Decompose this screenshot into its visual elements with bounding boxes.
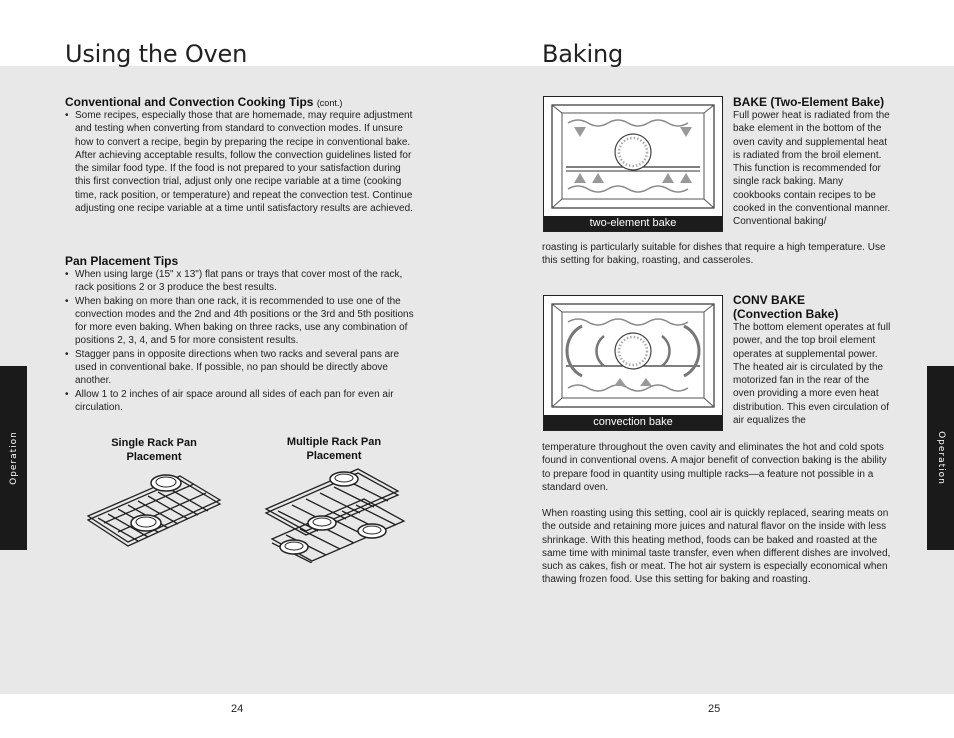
heading-line: (Convection Bake) [733, 307, 839, 321]
heading-line: CONV BAKE [733, 293, 806, 307]
page-number-left: 24 [231, 703, 244, 715]
oven-interior-illustration [544, 97, 722, 216]
section-heading-pan-placement: Pan Placement Tips [65, 254, 179, 268]
oven-interior-illustration [544, 296, 722, 415]
section-heading-cooking-tips [65, 95, 342, 109]
page-title-right: Baking [542, 40, 623, 68]
bake-side-text: Full power heat is radiated from the bake element in the bottom of the oven cavity and supplemental heat is radiated from the broil element. This function is recommended for single rack baking. Many cookbooks contain recipes to be cooked in the conventional manner. Conventional baking/ [733, 110, 891, 228]
side-tab-label: Operation [8, 431, 19, 485]
page-title-left: Using the Oven [65, 40, 248, 68]
side-tab-label: Operation [935, 431, 946, 485]
two-element-bake-label: two-element bake [544, 216, 722, 231]
multiple-rack-caption: Multiple Rack Pan Placement [286, 436, 382, 462]
conv-full-text: temperature throughout the oven cavity and eliminates the hot and cold spots found in conventional ovens. A major benefit of convection baking is the ability to prepare food in quantity using multiple racks—a feature not possible in a standard oven. [542, 442, 887, 493]
bake-heading: BAKE (Two-Element Bake) [733, 95, 885, 109]
conv-side-text: The bottom element operates at full power, and the top broil element operates at supplemental power. The heated air is circulated by the motorized fan in the rear of the oven providing a more even heat distribution. This even circulation of air equalizes the [733, 322, 891, 427]
list-item: • Some recipes, especially those that are homemade, may require adjustment and testing when converting from standard to convection modes. If unsure how to convert a recipe, begin by preparing the recipe in conventional bake. After achieving acceptable results, follow the convection guidelines listed for the similar food type. If the food is not prepared to your satisfaction during this first convection trial, adjust only one recipe variable at a time (cooking time, rack position, or temperature) and repeat the convection test. Continue adjusting one recipe variable at a time until satisfactory results are achieved. [65, 109, 415, 215]
page-number-right: 25 [708, 703, 721, 715]
conv-roasting-text: When roasting using this setting, cool air is quickly replaced, searing meats on the outside and retaining more juices and natural flavor on the inside with less shrinkage. With this heating method, foods can be baked and roasted at the same time with minimal taste transfer, even when different dishes are involved, such as cakes, fish or meat. The hot air system is especially economical when thawing frozen food. Use this setting for baking and roasting. [542, 508, 891, 586]
side-tab-right [927, 366, 954, 550]
heading-suffix: (cont.) [316, 98, 343, 108]
list-item: • When using large (15" x 13") flat pans or trays that cover most of the rack, rack positions 2 or 3 produce the best results. [65, 268, 415, 295]
list-item: • Stagger pans in opposite directions when two racks and several pans are used in conventional bake. If possible, no pan should be directly above another. [65, 348, 415, 388]
single-rack-illustration [82, 468, 224, 554]
list-item: • Allow 1 to 2 inches of air space around all sides of each pan for even air circulation. [65, 388, 415, 415]
convection-bake-image [543, 295, 723, 431]
conv-bake-heading [733, 293, 838, 321]
bake-full-text: roasting is particularly suitable for dishes that require a high temperature. Use this setting for baking, roasting, and casseroles. [542, 242, 886, 267]
heading-text: Conventional and Convection Cooking Tips [65, 95, 314, 109]
convection-bake-label: convection bake [544, 415, 722, 430]
pan-placement-list [65, 268, 415, 414]
multiple-rack-illustration [262, 465, 410, 563]
side-tab-left [0, 366, 27, 550]
list-item: • When baking on more than one rack, it is recommended to use one of the convection modes and the 2nd and 4th positions or the 3rd and 5th positions for more even baking. When baking on three racks, use any combination of positions 2, 3, 4, and 5 for more consistent results. [65, 295, 415, 348]
cooking-tips-list [65, 109, 415, 215]
two-element-bake-image [543, 96, 723, 232]
single-rack-caption: Single Rack Pan Placement [111, 437, 197, 463]
